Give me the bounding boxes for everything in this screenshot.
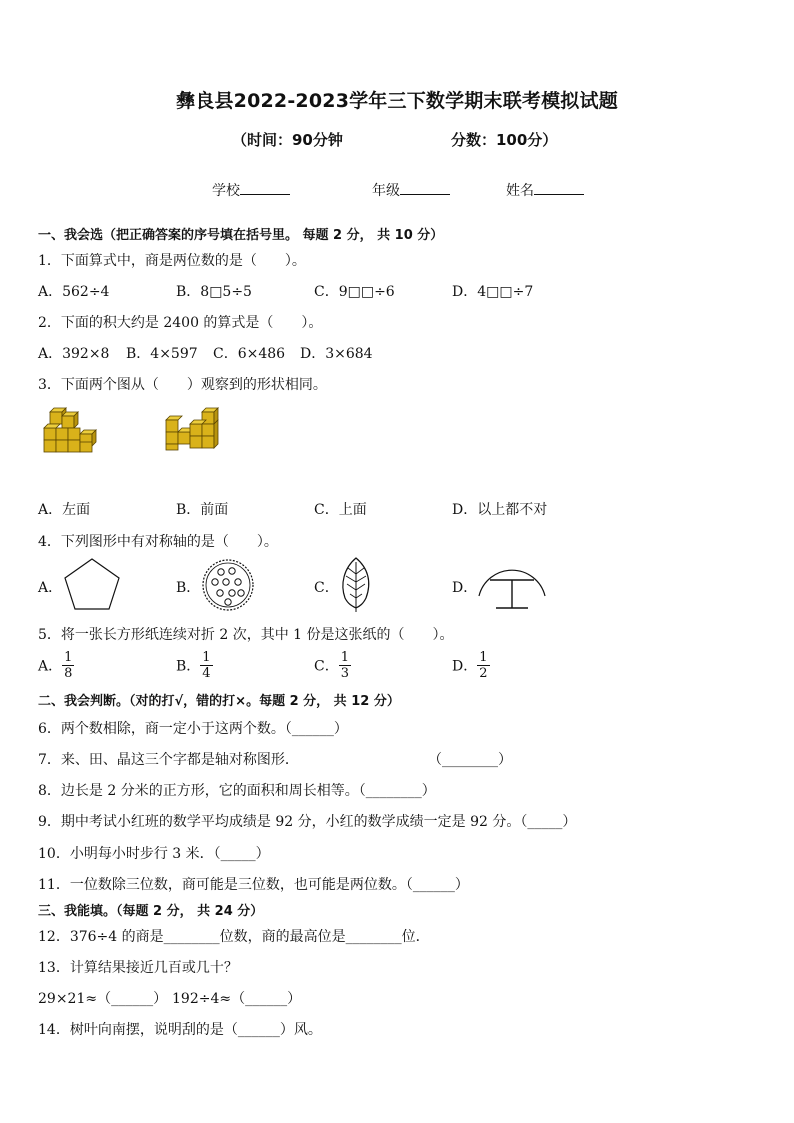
question-11: 11．一位数除三位数，商可能是三位数，也可能是两位数。（______）: [38, 877, 469, 893]
q4-option-a[interactable]: A．: [38, 580, 63, 596]
q1-option-d[interactable]: D．4□□÷7: [452, 284, 534, 300]
question-8: 8．边长是 2 分米的正方形，它的面积和周长相等。（________）: [38, 783, 436, 799]
question-5: 5．将一张长方形纸连续对折 2 次，其中 1 份是这张纸的（ ）。: [38, 627, 454, 643]
q13-part-a: 29×21≈（______）: [38, 991, 168, 1007]
q2-option-a[interactable]: A．392×8: [38, 346, 110, 362]
q1-option-c[interactable]: C．9□□÷6: [314, 284, 395, 300]
leaf-icon: [338, 556, 374, 614]
page-title: 彝良县2022-2023学年三下数学期末联考模拟试题: [176, 90, 618, 112]
q5-option-d[interactable]: D． $\frac{1}{2}$: [452, 650, 488, 681]
q3-option-b[interactable]: B．前面: [176, 502, 229, 518]
arch-symbol-icon: [476, 558, 548, 612]
question-3: 3．下面两个图从（ ）观察到的形状相同。: [38, 377, 327, 393]
biscuit-icon: [201, 558, 255, 612]
question-9: 9．期中考试小红班的数学平均成绩是 92 分，小红的数学成绩一定是 92 分。（_____）: [38, 814, 577, 830]
name-field[interactable]: [506, 180, 584, 200]
question-12: 12．376÷4 的商是________位数，商的最高位是________位．: [38, 929, 430, 945]
question-6: 6．两个数相除，商一定小于这两个数。（______）: [38, 721, 348, 737]
q3-option-d[interactable]: D．以上都不对: [452, 502, 548, 518]
question-10: 10．小明每小时步行 3 米．（_____）: [38, 846, 270, 862]
q5-option-c[interactable]: C． $\frac{1}{3}$: [314, 650, 349, 681]
cube-figure-1: [40, 404, 104, 454]
exam-score: 分数：100分）: [451, 131, 558, 149]
exam-time: （时间：90分钟: [232, 131, 343, 149]
q2-option-d[interactable]: D．3×684: [300, 346, 373, 362]
name-blank[interactable]: [534, 180, 584, 195]
question-7: 7．来、田、晶这三个字都是轴对称图形．: [38, 752, 299, 768]
q13-part-b: 192÷4≈（______）: [172, 991, 302, 1007]
fraction: $\frac{1}{8}$: [64, 650, 73, 681]
q5-option-a[interactable]: A． $\frac{1}{8}$: [38, 650, 73, 681]
question-1: 1．下面算式中，商是两位数的是（ ）。: [38, 253, 306, 269]
q2-option-b[interactable]: B．4×597: [126, 346, 198, 362]
school-field[interactable]: [212, 180, 290, 200]
section1-heading: 一、我会选（把正确答案的序号填在括号里。 每题 2 分， 共 10 分）: [38, 228, 444, 243]
school-blank[interactable]: [240, 180, 290, 195]
section2-heading: 二、我会判断。（对的打√，错的打×。每题 2 分， 共 12 分）: [38, 694, 400, 709]
grade-blank[interactable]: [400, 180, 450, 195]
school-label: 学校: [212, 183, 240, 199]
q4-option-c[interactable]: C．: [314, 580, 339, 596]
question-4: 4．下列图形中有对称轴的是（ ）。: [38, 534, 278, 550]
q1-option-a[interactable]: A．562÷4: [38, 284, 110, 300]
cube-figure-2: [160, 406, 226, 454]
pentagon-icon: [62, 556, 122, 612]
section3-heading: 三、我能填。（每题 2 分， 共 24 分）: [38, 904, 264, 919]
q5-option-b[interactable]: B． $\frac{1}{4}$: [176, 650, 211, 681]
q4-option-d[interactable]: D．: [452, 580, 478, 596]
q2-option-c[interactable]: C．6×486: [213, 346, 286, 362]
q4-option-b[interactable]: B．: [176, 580, 201, 596]
fraction: $\frac{1}{2}$: [479, 650, 488, 681]
name-label: 姓名: [506, 183, 534, 199]
question-14: 14．树叶向南摆，说明刮的是（______）风。: [38, 1022, 322, 1038]
q1-option-b[interactable]: B．8□5÷5: [176, 284, 252, 300]
question-13: 13．计算结果接近几百或几十？: [38, 960, 238, 976]
grade-field[interactable]: [372, 180, 450, 200]
grade-label: 年级: [372, 183, 400, 199]
question-2: 2．下面的积大约是 2400 的算式是（ ）。: [38, 315, 323, 331]
q3-option-a[interactable]: A．左面: [38, 502, 91, 518]
fraction: $\frac{1}{4}$: [202, 650, 211, 681]
q3-option-c[interactable]: C．上面: [314, 502, 367, 518]
q7-answer-blank[interactable]: （________）: [428, 752, 512, 768]
fraction: $\frac{1}{3}$: [340, 650, 349, 681]
